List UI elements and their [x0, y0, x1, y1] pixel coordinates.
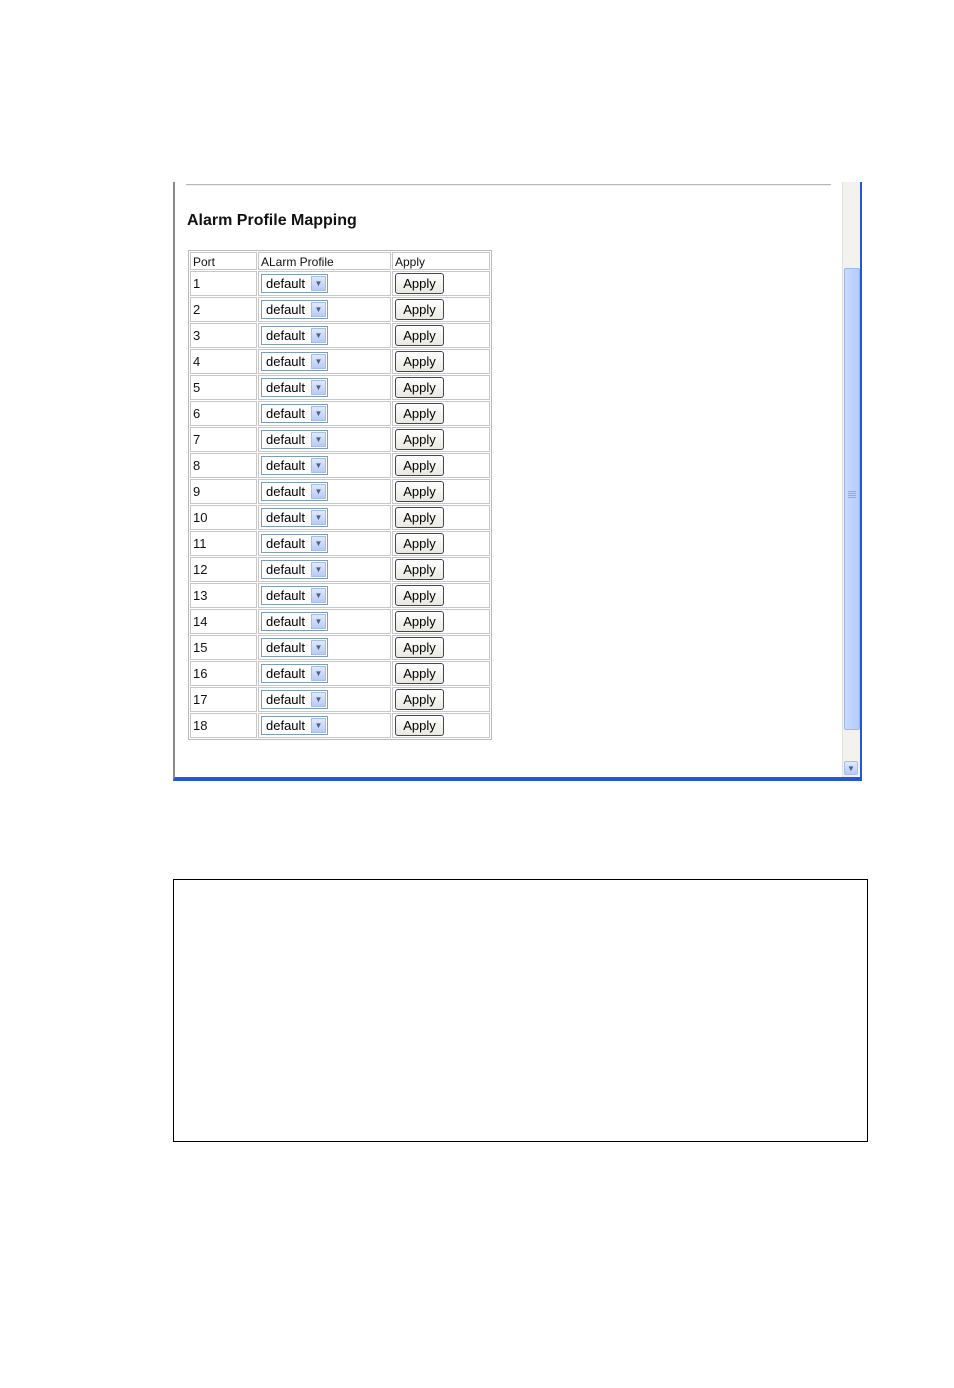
apply-cell: [392, 687, 490, 712]
empty-content-box: [173, 879, 868, 1142]
alarm-profile-cell: [258, 635, 391, 660]
window-border: [860, 182, 862, 777]
alarm-profile-select[interactable]: [261, 716, 328, 735]
alarm-profile-select[interactable]: [261, 534, 328, 553]
alarm-profile-selected-value: default: [266, 432, 306, 447]
apply-cell: [392, 271, 490, 296]
table-row: [190, 323, 490, 348]
alarm-profile-selected-value: default: [266, 354, 306, 369]
chevron-down-icon: ▼: [311, 354, 326, 369]
apply-cell: [392, 323, 490, 348]
table-row: [190, 713, 490, 738]
apply-button[interactable]: Apply: [395, 325, 444, 346]
table-row: [190, 453, 490, 478]
vertical-scrollbar[interactable]: [842, 182, 860, 777]
apply-button[interactable]: Apply: [395, 715, 444, 736]
port-number: 2: [190, 297, 257, 322]
alarm-profile-select[interactable]: [261, 612, 328, 631]
chevron-down-icon: ▼: [311, 458, 326, 473]
port-number: 9: [190, 479, 257, 504]
port-number: 10: [190, 505, 257, 530]
column-header-apply: Apply: [392, 252, 490, 270]
alarm-profile-selected-value: default: [266, 614, 306, 629]
apply-button[interactable]: Apply: [395, 429, 444, 450]
chevron-down-icon: ▼: [311, 718, 326, 733]
port-number: 15: [190, 635, 257, 660]
alarm-profile-selected-value: default: [266, 302, 306, 317]
alarm-profile-selected-value: default: [266, 484, 306, 499]
horizontal-rule: [186, 184, 831, 186]
apply-button[interactable]: Apply: [395, 351, 444, 372]
alarm-profile-cell: [258, 349, 391, 374]
alarm-profile-cell: [258, 713, 391, 738]
alarm-profile-cell: [258, 687, 391, 712]
alarm-profile-cell: [258, 661, 391, 686]
scrollbar-grip-icon: [848, 491, 856, 499]
apply-button[interactable]: Apply: [395, 403, 444, 424]
alarm-profile-cell: [258, 531, 391, 556]
alarm-profile-cell: [258, 401, 391, 426]
alarm-profile-cell: [258, 427, 391, 452]
table-row: [190, 635, 490, 660]
apply-cell: [392, 401, 490, 426]
chevron-down-icon: ▼: [311, 510, 326, 525]
alarm-profile-cell: [258, 323, 391, 348]
column-header-alarm-profile: ALarm Profile: [258, 252, 391, 270]
alarm-profile-select[interactable]: [261, 300, 328, 319]
alarm-profile-select[interactable]: [261, 456, 328, 475]
alarm-profile-selected-value: default: [266, 562, 306, 577]
alarm-profile-cell: [258, 583, 391, 608]
table-row: [190, 427, 490, 452]
alarm-profile-selected-value: default: [266, 510, 306, 525]
table-header-row: [190, 252, 490, 270]
port-number: 16: [190, 661, 257, 686]
alarm-profile-select[interactable]: [261, 404, 328, 423]
port-number: 8: [190, 453, 257, 478]
alarm-profile-selected-value: default: [266, 666, 306, 681]
apply-button[interactable]: Apply: [395, 455, 444, 476]
alarm-profile-selected-value: default: [266, 536, 306, 551]
apply-cell: [392, 505, 490, 530]
scrollbar-thumb[interactable]: [844, 268, 860, 730]
apply-button[interactable]: Apply: [395, 663, 444, 684]
table-row: [190, 609, 490, 634]
chevron-down-icon: ▼: [311, 276, 326, 291]
alarm-profile-select[interactable]: [261, 378, 328, 397]
alarm-profile-cell: [258, 297, 391, 322]
table-row: [190, 557, 490, 582]
port-number: 13: [190, 583, 257, 608]
port-number: 17: [190, 687, 257, 712]
scroll-down-arrow-icon[interactable]: ▼: [844, 761, 858, 775]
alarm-profile-select[interactable]: [261, 508, 328, 527]
alarm-profile-selected-value: default: [266, 640, 306, 655]
alarm-profile-cell: [258, 479, 391, 504]
port-number: 5: [190, 375, 257, 400]
apply-button[interactable]: Apply: [395, 377, 444, 398]
alarm-profile-selected-value: default: [266, 458, 306, 473]
table-row: [190, 531, 490, 556]
table-row: [190, 479, 490, 504]
apply-button[interactable]: Apply: [395, 611, 444, 632]
port-number: 11: [190, 531, 257, 556]
chevron-down-icon: ▼: [311, 640, 326, 655]
alarm-profile-selected-value: default: [266, 692, 306, 707]
apply-button[interactable]: Apply: [395, 689, 444, 710]
chevron-down-icon: ▼: [311, 562, 326, 577]
apply-cell: [392, 297, 490, 322]
alarm-profile-select[interactable]: [261, 352, 328, 371]
table-row: [190, 271, 490, 296]
alarm-profile-select[interactable]: [261, 482, 328, 501]
table-row: [190, 505, 490, 530]
table-row: [190, 583, 490, 608]
chevron-down-icon: ▼: [311, 588, 326, 603]
apply-cell: [392, 479, 490, 504]
alarm-profile-select[interactable]: [261, 664, 328, 683]
apply-cell: [392, 661, 490, 686]
apply-cell: [392, 609, 490, 634]
port-number: 7: [190, 427, 257, 452]
apply-cell: [392, 427, 490, 452]
apply-cell: [392, 349, 490, 374]
chevron-down-icon: ▼: [311, 692, 326, 707]
apply-cell: [392, 531, 490, 556]
page-title: Alarm Profile Mapping: [187, 212, 357, 229]
alarm-profile-select[interactable]: [261, 586, 328, 605]
alarm-profile-cell: [258, 557, 391, 582]
alarm-profile-selected-value: default: [266, 718, 306, 733]
apply-cell: [392, 713, 490, 738]
column-header-port: Port: [190, 252, 257, 270]
apply-button[interactable]: Apply: [395, 273, 444, 294]
table-row: [190, 349, 490, 374]
chevron-down-icon: ▼: [311, 406, 326, 421]
apply-cell: [392, 583, 490, 608]
alarm-profile-select[interactable]: [261, 274, 328, 293]
chevron-down-icon: ▼: [311, 380, 326, 395]
alarm-profile-select[interactable]: [261, 326, 328, 345]
alarm-profile-selected-value: default: [266, 380, 306, 395]
alarm-profile-cell: [258, 609, 391, 634]
apply-cell: [392, 453, 490, 478]
alarm-profile-selected-value: default: [266, 406, 306, 421]
chevron-down-icon: ▼: [311, 302, 326, 317]
port-number: 4: [190, 349, 257, 374]
alarm-profile-mapping-table: [188, 250, 492, 740]
alarm-profile-selected-value: default: [266, 328, 306, 343]
alarm-profile-selected-value: default: [266, 588, 306, 603]
apply-cell: [392, 557, 490, 582]
alarm-profile-select[interactable]: [261, 638, 328, 657]
apply-button[interactable]: Apply: [395, 533, 444, 554]
table-row: [190, 297, 490, 322]
apply-button[interactable]: Apply: [395, 507, 444, 528]
table-row: [190, 375, 490, 400]
chevron-down-icon: ▼: [311, 432, 326, 447]
chevron-down-icon: ▼: [311, 328, 326, 343]
alarm-profile-cell: [258, 375, 391, 400]
alarm-profile-select[interactable]: [261, 560, 328, 579]
alarm-profile-select[interactable]: [261, 690, 328, 709]
port-number: 12: [190, 557, 257, 582]
apply-cell: [392, 635, 490, 660]
port-number: 3: [190, 323, 257, 348]
alarm-profile-selected-value: default: [266, 276, 306, 291]
port-number: 18: [190, 713, 257, 738]
chevron-down-icon: ▼: [311, 536, 326, 551]
apply-button[interactable]: Apply: [395, 637, 444, 658]
alarm-profile-cell: [258, 271, 391, 296]
chevron-down-icon: ▼: [311, 614, 326, 629]
alarm-profile-cell: [258, 505, 391, 530]
apply-button[interactable]: Apply: [395, 585, 444, 606]
port-number: 1: [190, 271, 257, 296]
apply-button[interactable]: Apply: [395, 299, 444, 320]
alarm-profile-cell: [258, 453, 391, 478]
chevron-down-icon: ▼: [311, 666, 326, 681]
apply-cell: [392, 375, 490, 400]
port-number: 6: [190, 401, 257, 426]
table-row: [190, 661, 490, 686]
port-number: 14: [190, 609, 257, 634]
chevron-down-icon: ▼: [311, 484, 326, 499]
apply-button[interactable]: Apply: [395, 481, 444, 502]
browser-window: [173, 182, 862, 781]
table-row: [190, 687, 490, 712]
table-row: [190, 401, 490, 426]
apply-button[interactable]: Apply: [395, 559, 444, 580]
alarm-profile-select[interactable]: [261, 430, 328, 449]
